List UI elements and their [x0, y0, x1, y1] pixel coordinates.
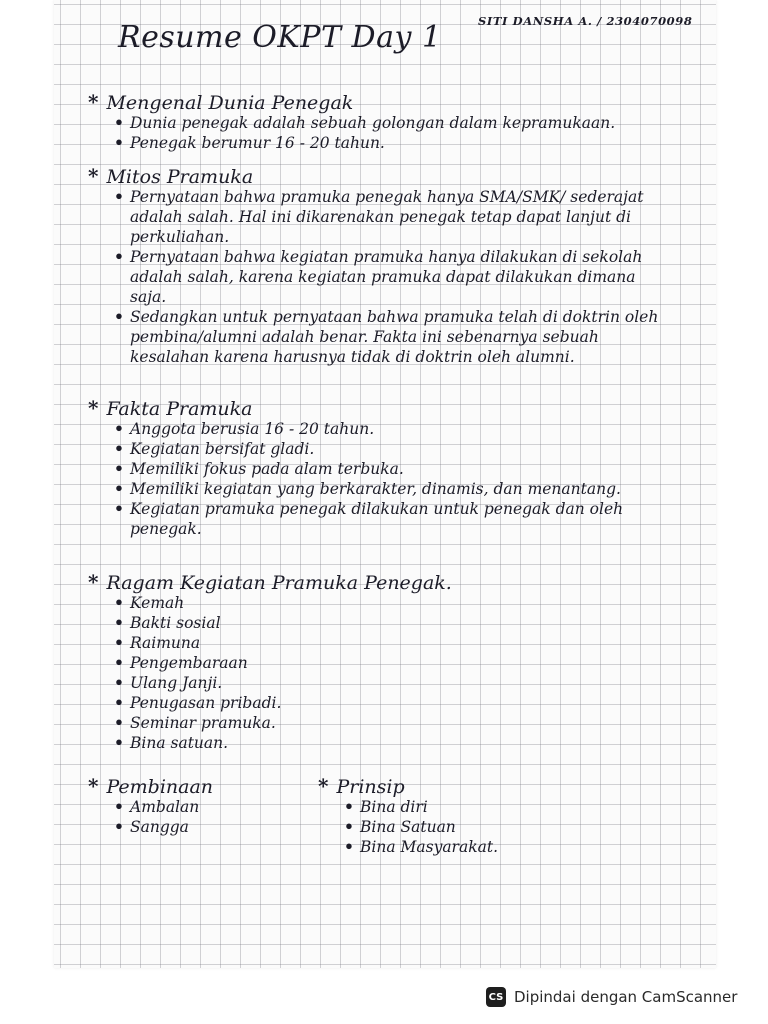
heading-text: Pembinaan	[106, 776, 214, 798]
item-list	[88, 187, 674, 367]
list-item: • Ulang Janji.	[114, 673, 223, 692]
list-item: • Anggota berusia 16 - 20 tahun.	[114, 419, 375, 438]
list-item: • Memiliki kegiatan yang berkarakter, dinamis, dan menantang.	[114, 479, 621, 498]
list-item: • Pernyataan bahwa kegiatan pramuka hanya dilakukan di sekolah adalah salah, karena kegiatan pramuka dapat dilakukan dimana saja.	[114, 247, 643, 306]
list-item: • Kegiatan bersifat gladi.	[114, 439, 315, 458]
list-item: • Bina satuan.	[114, 733, 229, 752]
star-icon: *	[88, 396, 99, 420]
section-prinsip	[318, 776, 618, 857]
section-heading	[318, 776, 618, 797]
item-list	[88, 419, 699, 539]
item-list	[88, 593, 708, 753]
list-item: • Kegiatan pramuka penegak dilakukan untuk penegak dan oleh penegak.	[114, 499, 624, 538]
star-icon: *	[88, 774, 99, 798]
section-pembinaan	[88, 776, 308, 837]
section-fakta-pramuka	[88, 398, 708, 539]
section-heading	[88, 398, 708, 419]
list-item: • Pernyataan bahwa pramuka penegak hanya SMA/SMK/ sederajat adalah salah. Hal ini dikarenakan penegak tetap dapat lanjut di perkuliahan.	[114, 187, 644, 246]
heading-text: Prinsip	[336, 776, 405, 798]
star-icon: *	[318, 774, 329, 798]
star-icon: *	[88, 164, 99, 188]
section-heading	[88, 92, 708, 113]
section-heading	[88, 166, 708, 187]
heading-text: Ragam Kegiatan Pramuka Penegak.	[106, 572, 452, 594]
section-mitos-pramuka	[88, 166, 708, 367]
list-item: • Seminar pramuka.	[114, 713, 276, 732]
list-item: • Bina Masyarakat.	[344, 837, 499, 856]
list-item: • Bakti sosial	[114, 613, 221, 632]
list-item: • Bina Satuan	[344, 817, 456, 836]
heading-text: Mengenal Dunia Penegak	[106, 92, 354, 114]
item-list	[88, 113, 708, 153]
list-item: • Sedangkan untuk pernyataan bahwa pramuka telah di doktrin oleh pembina/alumni adalah benar. Fakta ini sebenarnya sebuah kesalahan karena harusnya tidak di doktrin oleh alumni.	[114, 307, 659, 366]
item-list	[318, 797, 618, 857]
star-icon: *	[88, 90, 99, 114]
list-item: • Raimuna	[114, 633, 201, 652]
list-item: • Ambalan	[114, 797, 200, 816]
list-item: • Pengembaraan	[114, 653, 248, 672]
watermark-text: Dipindai dengan CamScanner	[514, 988, 738, 1006]
heading-text: Fakta Pramuka	[106, 398, 253, 420]
item-list	[88, 797, 308, 837]
heading-text: Mitos Pramuka	[106, 166, 254, 188]
list-item: • Penegak berumur 16 - 20 tahun.	[114, 133, 385, 152]
section-heading	[88, 776, 308, 797]
section-heading	[88, 572, 708, 593]
author-name: SITI DANSHA A. / 2304070098	[478, 14, 693, 28]
page-title: Resume OKPT Day 1	[118, 20, 442, 55]
list-item: • Bina diri	[344, 797, 428, 816]
list-item: • Memiliki fokus pada alam terbuka.	[114, 459, 404, 478]
list-item: • Kemah	[114, 593, 185, 612]
camscanner-logo-icon: CS	[486, 987, 506, 1007]
list-item: • Penugasan pribadi.	[114, 693, 282, 712]
list-item: • Dunia penegak adalah sebuah golongan dalam kepramukaan.	[114, 113, 616, 132]
section-dunia-penegak	[88, 92, 708, 153]
camscanner-watermark	[472, 982, 750, 1012]
list-item: • Sangga	[114, 817, 189, 836]
section-ragam-kegiatan	[88, 572, 708, 753]
star-icon: *	[88, 570, 99, 594]
